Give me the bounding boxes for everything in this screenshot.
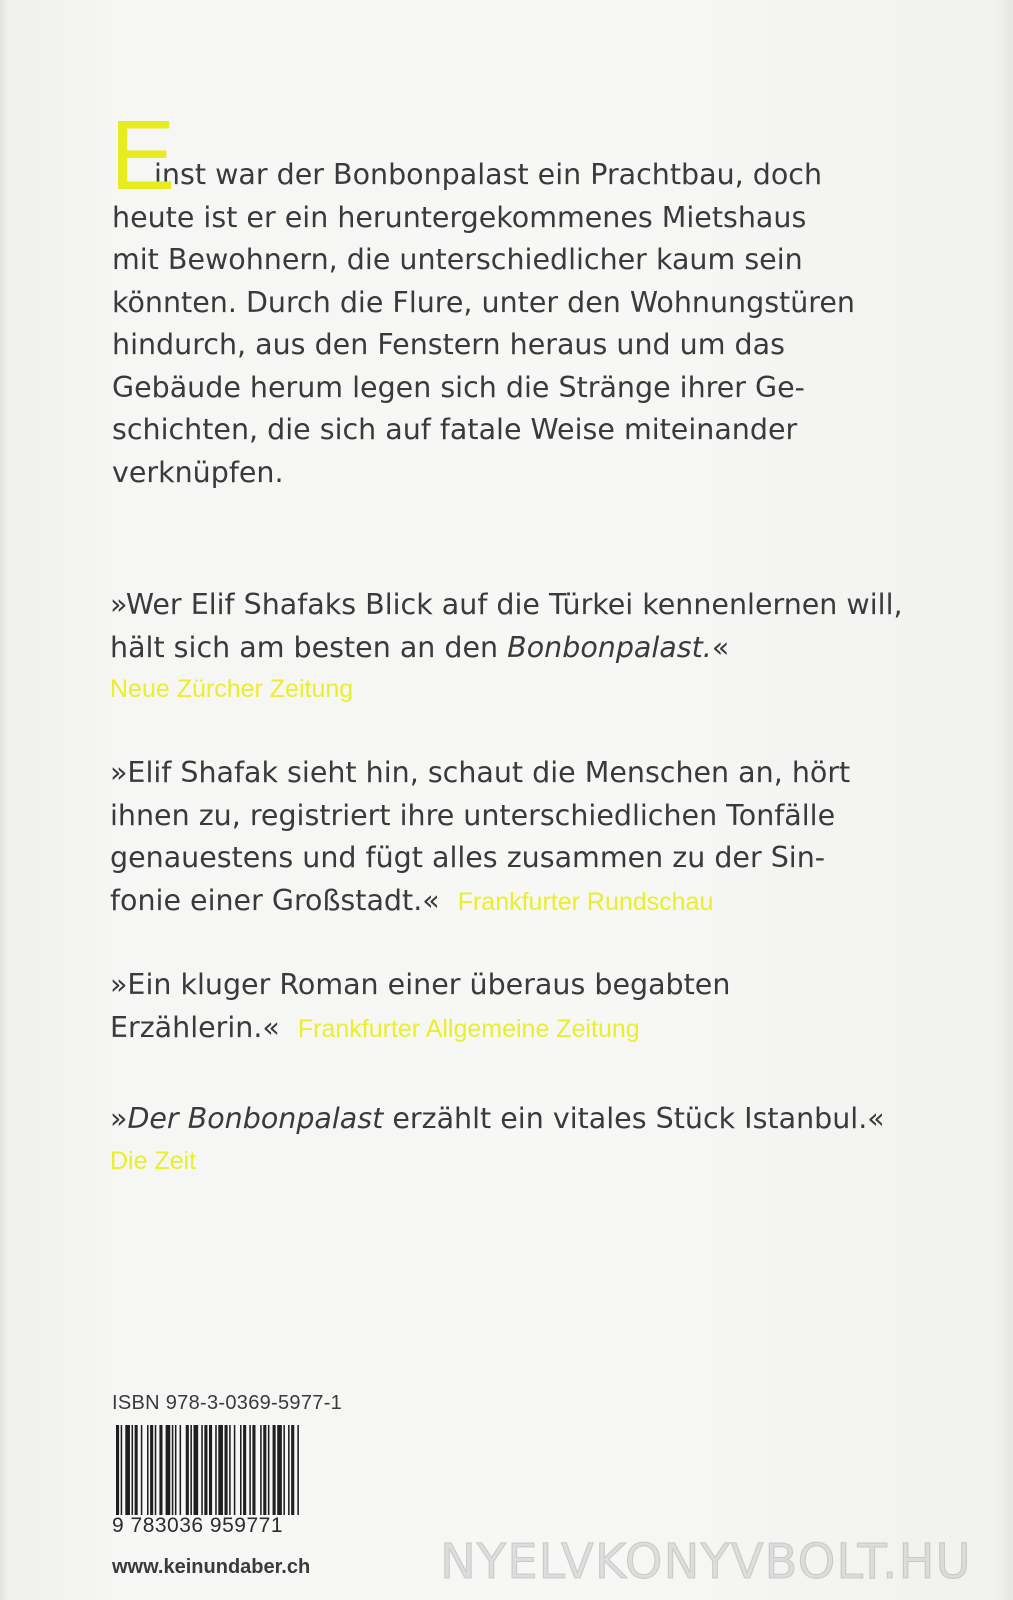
barcode-bar <box>291 1425 294 1515</box>
review-quote-nzz <box>110 584 910 709</box>
barcode-bar <box>125 1425 130 1515</box>
review-quote-zeit <box>110 1098 910 1181</box>
barcode-bar <box>186 1425 189 1515</box>
quote-line: »Der Bonbonpalast erzählt ein vitales Stück Istanbul.« <box>110 1102 885 1135</box>
quote-source: Die Zeit <box>110 1146 197 1175</box>
barcode-bar <box>240 1425 242 1515</box>
book-title-italic: Bonbonpalast. <box>507 630 712 664</box>
barcode-bar <box>215 1425 217 1515</box>
blurb-line: hindurch, aus den Fenstern heraus und um das <box>112 328 785 361</box>
barcode-bar <box>249 1425 251 1515</box>
publisher-website: www.keinundaber.ch <box>112 1556 311 1578</box>
barcode-bar <box>277 1425 282 1515</box>
quote-line: Erzählerin.« Frankfurter Allgemeine Zeitung <box>110 1010 640 1044</box>
barcode-bar <box>209 1425 212 1515</box>
barcode-bar <box>297 1425 299 1515</box>
barcode-digits: 9 783036 959771 <box>112 1514 283 1537</box>
barcode-bar <box>243 1425 246 1515</box>
review-quote-faz <box>110 964 910 1050</box>
barcode-bar <box>190 1425 192 1515</box>
barcode-bars-icon <box>112 1423 360 1519</box>
barcode-bar <box>166 1425 171 1515</box>
quote-line: fonie einer Großstadt.« Frankfurter Rundschau <box>110 883 714 917</box>
quote-line: »Elif Shafak sieht hin, schaut die Menschen an, hört <box>110 756 851 789</box>
barcode-bar <box>150 1425 153 1515</box>
barcode-bar <box>159 1425 162 1515</box>
barcode-bar <box>155 1425 157 1515</box>
barcode-bar <box>121 1425 123 1515</box>
barcode-bar <box>263 1425 266 1515</box>
blurb-line: Gebäude herum legen sich die Stränge ihrer Ge- <box>112 370 805 404</box>
blurb-paragraph <box>112 98 872 494</box>
quote-line: »Wer Elif Shafaks Blick auf die Türkei kennenlernen will, <box>110 588 903 621</box>
quote-source: Neue Zürcher Zeitung <box>110 675 354 703</box>
drop-cap-letter: E <box>110 100 176 210</box>
quote-line: hält sich am besten an den Bonbonpalast.« <box>110 630 730 664</box>
barcode-bar <box>132 1425 134 1515</box>
barcode-bar <box>225 1425 228 1515</box>
barcode-bar <box>260 1425 262 1515</box>
barcode-bar <box>252 1425 255 1515</box>
barcode-bar <box>229 1425 231 1515</box>
barcode-bar <box>194 1425 199 1515</box>
book-title-italic: Der Bonbonpalast <box>127 1102 384 1135</box>
blurb-line: mit Bewohnern, die unterschiedlicher kaum sein <box>112 243 803 276</box>
barcode-bar <box>288 1425 290 1515</box>
barcode-bar <box>201 1425 203 1515</box>
review-quote-fr <box>110 752 910 923</box>
barcode-bar <box>218 1425 223 1515</box>
barcode-bar <box>147 1425 149 1515</box>
blurb-line: verknüpfen. <box>112 455 284 489</box>
cover-right-edge <box>997 0 1013 1600</box>
quote-line: »Ein kluger Roman einer überaus begabten <box>110 968 731 1001</box>
barcode-bar <box>135 1425 138 1515</box>
blurb-line: inst war der Bonbonpalast ein Prachtbau, doch <box>154 158 823 191</box>
barcode-bar <box>234 1425 236 1515</box>
barcode-bar <box>180 1425 182 1515</box>
watermark-text: NYELVKONYVBOLT.HU <box>440 1534 972 1590</box>
blurb-line: schichten, die sich auf fatale Weise miteinander <box>112 413 798 446</box>
blurb-line: könnten. Durch die Flure, unter den Wohnungstüren <box>112 285 855 319</box>
barcode-bar <box>204 1425 207 1515</box>
barcode-bar <box>283 1425 285 1515</box>
cover-left-edge <box>0 0 8 1600</box>
barcode-bar <box>273 1425 276 1515</box>
quote-line: ihnen zu, registriert ihre unterschiedlichen Tonfälle <box>110 798 836 832</box>
barcode-bar <box>141 1425 143 1515</box>
blurb-line: heute ist er ein heruntergekommenes Mietshaus <box>112 200 807 234</box>
quote-source: Frankfurter Allgemeine Zeitung <box>297 1014 640 1043</box>
isbn-label: ISBN 978-3-0369-5977-1 <box>112 1392 343 1414</box>
quote-line: genauestens und fügt alles zusammen zu der Sin- <box>110 841 826 874</box>
barcode-bar <box>175 1425 177 1515</box>
barcode-bar <box>172 1425 174 1515</box>
barcode-bar <box>116 1425 119 1515</box>
quote-source: Frankfurter Rundschau <box>457 887 714 916</box>
barcode-bar <box>268 1425 270 1515</box>
